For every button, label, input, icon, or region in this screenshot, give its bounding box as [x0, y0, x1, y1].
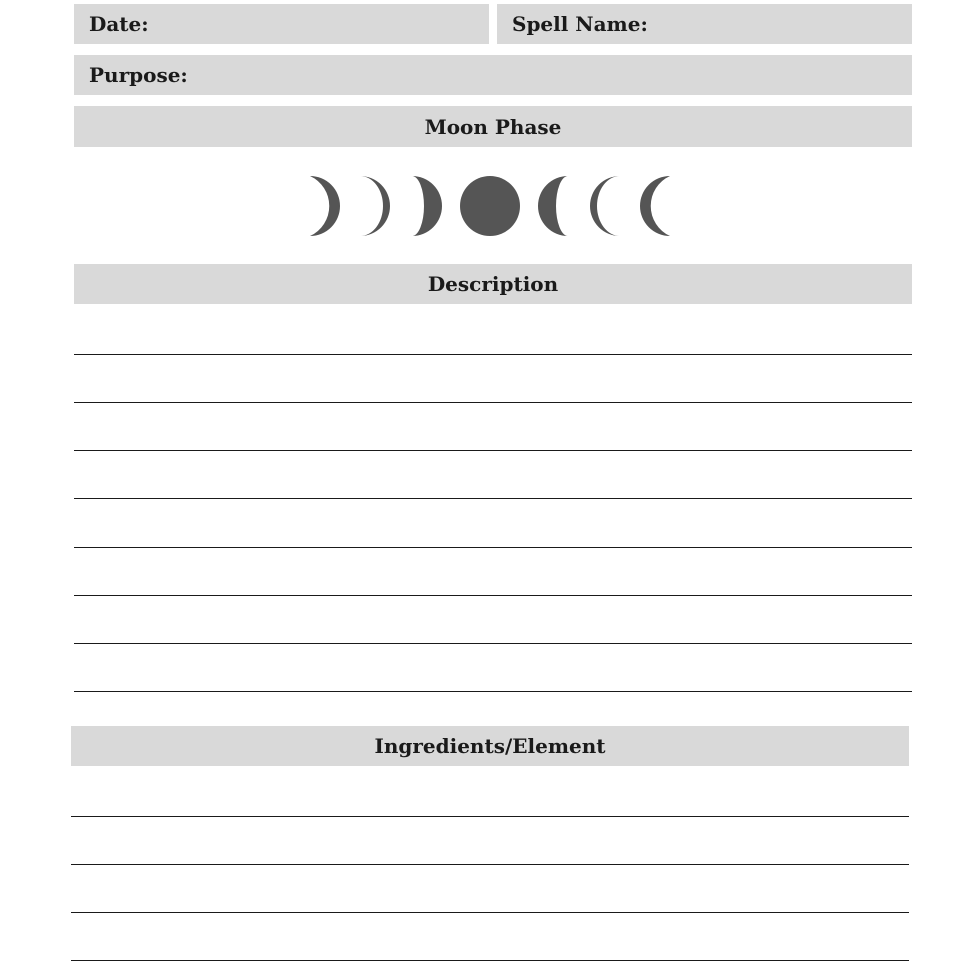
description-line[interactable] — [74, 547, 912, 548]
ingredients-line[interactable] — [71, 864, 909, 865]
description-line[interactable] — [74, 691, 912, 692]
description-line[interactable] — [74, 450, 912, 451]
description-header — [74, 264, 912, 304]
waxing-gibbous-icon — [412, 176, 442, 236]
ingredients-line[interactable] — [71, 816, 909, 817]
full-moon-icon — [460, 176, 520, 236]
ingredients-title: Ingredients/Element — [374, 734, 606, 758]
ingredients-header — [71, 726, 909, 766]
moon-phase-header — [74, 106, 912, 147]
description-line[interactable] — [74, 498, 912, 499]
description-line[interactable] — [74, 643, 912, 644]
ingredients-line[interactable] — [71, 912, 909, 913]
waning-crescent-icon — [590, 176, 620, 236]
description-line[interactable] — [74, 354, 912, 355]
spell-name-label: Spell Name: — [512, 12, 648, 36]
description-line[interactable] — [74, 595, 912, 596]
moon-phase-title: Moon Phase — [424, 114, 562, 139]
waning-gibbous-icon — [538, 176, 568, 236]
date-label: Date: — [89, 12, 149, 36]
moon-phases-illustration — [300, 170, 680, 242]
waning-crescent-thin-icon — [640, 176, 670, 236]
purpose-field[interactable] — [74, 55, 912, 95]
spell-name-field[interactable] — [497, 4, 912, 44]
description-title: Description — [427, 272, 559, 296]
purpose-label: Purpose: — [89, 63, 188, 87]
waxing-crescent-icon — [360, 176, 390, 236]
waxing-crescent-thin-icon — [310, 176, 340, 236]
date-field[interactable] — [74, 4, 489, 44]
description-line[interactable] — [74, 402, 912, 403]
ingredients-line[interactable] — [71, 960, 909, 961]
